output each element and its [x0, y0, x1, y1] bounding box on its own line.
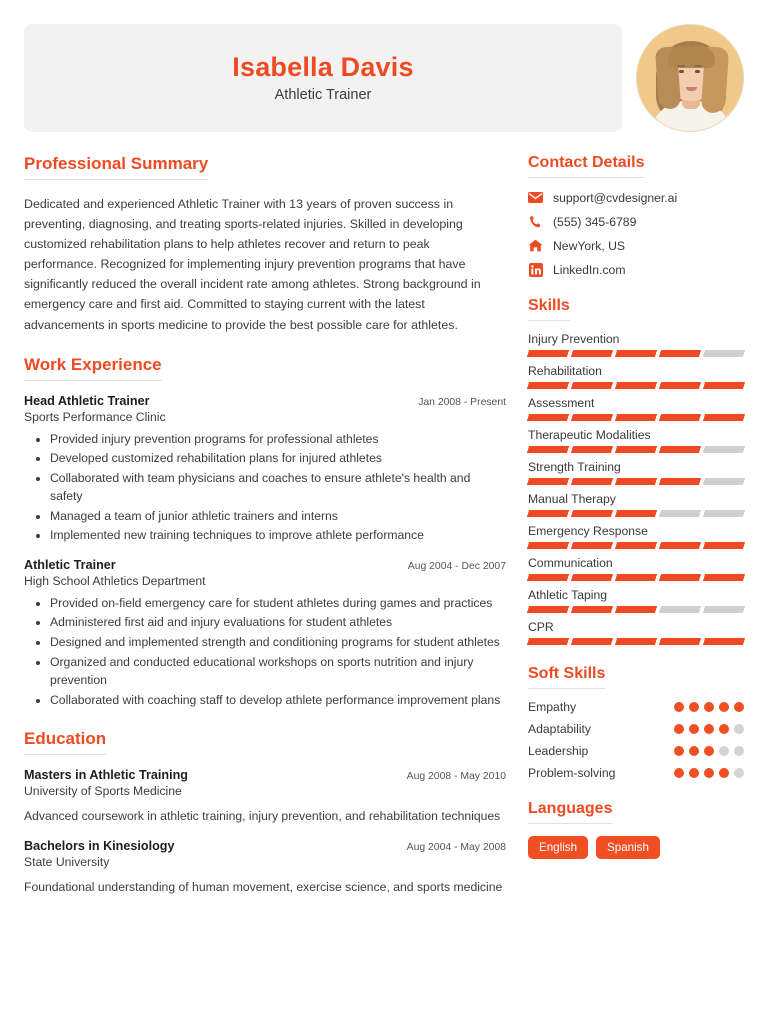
skill-level-bar — [528, 574, 744, 581]
language-pill: English — [528, 836, 588, 859]
skill-name: Strength Training — [528, 460, 621, 474]
skill-bar-segment — [703, 510, 745, 517]
section-work-experience — [24, 355, 506, 710]
skill-bar-segment — [571, 606, 613, 613]
skill-bar-segment — [703, 574, 745, 581]
section-heading-contact: Contact Details — [528, 154, 644, 178]
experience-entry — [24, 558, 506, 709]
rating-dot — [704, 702, 714, 712]
resume-body — [0, 154, 768, 897]
section-heading-soft-skills: Soft Skills — [528, 665, 605, 689]
experience-organization: Sports Performance Clinic — [24, 409, 166, 424]
section-heading-skills: Skills — [528, 297, 570, 321]
section-professional-summary — [24, 154, 506, 335]
education-entry — [24, 839, 506, 897]
summary-text: Dedicated and experienced Athletic Trainer with 13 years of proven success in preventing, diagnosing, and treating sports-related injuries. Skilled in developing customized rehabilitation plans to help athletes recover and return to peak performance. Recognized for implementing injury prevention programs that have significantly reduced the overall incident rate among athletes. Strong background in emergency care and first aid. Committed to staying current with the latest advancements in sports medicine to provide the best possible care for athletes. — [24, 197, 481, 332]
skill-bar-segment — [527, 478, 569, 485]
skill-bar-segment — [659, 574, 701, 581]
language-pill: Spanish — [596, 836, 660, 859]
profile-photo-icon — [636, 24, 744, 132]
education-degree: Bachelors in Kinesiology — [24, 839, 175, 854]
list-item: • Administered first aid and injury evaluations for student athletes — [50, 613, 506, 632]
skill-bar-segment — [659, 414, 701, 421]
skill-bar-segment — [615, 606, 657, 613]
rating-dot — [674, 724, 684, 734]
rating-dot — [704, 724, 714, 734]
education-institution: University of Sports Medicine — [24, 784, 182, 799]
soft-skill-row — [528, 722, 744, 736]
skill-bar-segment — [703, 638, 745, 645]
contact-item-location[interactable] — [528, 238, 744, 253]
skill-bar-segment — [527, 382, 569, 389]
skill-row — [528, 460, 744, 485]
list-item: • Collaborated with coaching staff to develop athlete performance improvement plans — [50, 691, 506, 710]
skill-level-bar — [528, 350, 744, 357]
skill-bar-segment — [527, 606, 569, 613]
skill-level-bar — [528, 382, 744, 389]
skill-bar-segment — [615, 446, 657, 453]
skill-bar-segment — [659, 542, 701, 549]
skill-level-bar — [528, 510, 744, 517]
skill-bar-segment — [571, 510, 613, 517]
list-item: • Developed customized rehabilitation plans for injured athletes — [50, 449, 506, 468]
skill-bar-segment — [703, 478, 745, 485]
education-degree: Masters in Athletic Training — [24, 768, 188, 783]
rating-dot — [674, 768, 684, 778]
education-description: Foundational understanding of human movement, exercise science, and sports medicine — [24, 880, 503, 895]
avatar — [636, 24, 744, 132]
experience-role: Athletic Trainer — [24, 557, 116, 572]
skill-bar-segment — [703, 414, 745, 421]
sidebar-column — [528, 154, 744, 897]
list-item: • Designed and implemented strength and conditioning programs for student athletes — [50, 633, 506, 652]
experience-organization: High School Athletics Department — [24, 573, 206, 588]
list-item: • Managed a team of junior athletic trainers and interns — [50, 507, 506, 526]
skill-level-bar — [528, 606, 744, 613]
skill-bar-segment — [659, 606, 701, 613]
skill-bar-segment — [615, 414, 657, 421]
experience-date: Jan 2008 - Present — [418, 396, 506, 408]
skill-name: Athletic Taping — [528, 588, 608, 602]
list-item: • Implemented new training techniques to improve athlete performance — [50, 526, 506, 545]
soft-skill-name: Leadership — [528, 744, 589, 758]
skill-name: Manual Therapy — [528, 492, 616, 506]
skill-bar-segment — [659, 478, 701, 485]
education-date: Aug 2004 - May 2008 — [406, 842, 506, 854]
skill-bar-segment — [571, 574, 613, 581]
soft-skill-row — [528, 766, 744, 780]
skill-bar-segment — [703, 350, 745, 357]
skill-row — [528, 396, 744, 421]
main-column — [24, 154, 506, 897]
skill-bar-segment — [615, 478, 657, 485]
skill-bar-segment — [703, 382, 745, 389]
contact-value: support@cvdesigner.ai — [553, 190, 678, 205]
skill-level-bar — [528, 478, 744, 485]
rating-dot — [734, 768, 744, 778]
rating-dot — [719, 702, 729, 712]
section-skills — [528, 297, 744, 645]
section-heading-experience: Work Experience — [24, 355, 162, 381]
section-contact-details — [528, 154, 744, 277]
skill-bar-segment — [527, 510, 569, 517]
section-heading-education: Education — [24, 729, 106, 755]
skill-bar-segment — [571, 350, 613, 357]
rating-dot — [674, 746, 684, 756]
rating-dot — [719, 746, 729, 756]
soft-skill-rating — [674, 724, 744, 734]
rating-dot — [704, 746, 714, 756]
rating-dot — [674, 702, 684, 712]
section-education — [24, 729, 506, 897]
skill-bar-segment — [527, 446, 569, 453]
skill-bar-segment — [615, 382, 657, 389]
rating-dot — [689, 768, 699, 778]
rating-dot — [719, 724, 729, 734]
list-item: • Provided on-field emergency care for student athletes during games and practices — [50, 594, 506, 613]
contact-value: NewYork, US — [553, 238, 626, 253]
education-entry — [24, 768, 506, 826]
skill-bar-segment — [571, 542, 613, 549]
section-languages — [528, 800, 744, 859]
skill-bar-segment — [659, 350, 701, 357]
skill-bar-segment — [615, 510, 657, 517]
experience-role: Head Athletic Trainer — [24, 393, 150, 408]
skill-bar-segment — [615, 638, 657, 645]
home-icon — [528, 238, 543, 253]
skill-name: Emergency Response — [528, 524, 648, 538]
soft-skill-name: Empathy — [528, 700, 577, 714]
list-item: • Organized and conducted educational workshops on sports nutrition and injury prevention — [50, 653, 506, 690]
skill-bar-segment — [571, 414, 613, 421]
skill-level-bar — [528, 446, 744, 453]
list-item: • Collaborated with team physicians and coaches to ensure athlete's health and safety — [50, 469, 506, 506]
rating-dot — [734, 724, 744, 734]
skill-row — [528, 332, 744, 357]
skill-bar-segment — [703, 542, 745, 549]
skill-bar-segment — [571, 638, 613, 645]
skill-bar-segment — [659, 510, 701, 517]
skill-name: Communication — [528, 556, 613, 570]
section-heading-summary: Professional Summary — [24, 154, 208, 180]
contact-value: LinkedIn.com — [553, 262, 626, 277]
section-soft-skills — [528, 665, 744, 780]
skill-bar-segment — [615, 350, 657, 357]
skill-level-bar — [528, 414, 744, 421]
education-description: Advanced coursework in athletic training, injury prevention, and rehabilitation techniques — [24, 809, 501, 824]
section-heading-languages: Languages — [528, 800, 612, 824]
contact-list — [528, 190, 744, 277]
skill-name: Therapeutic Modalities — [528, 428, 651, 442]
experience-bullets — [24, 594, 506, 709]
rating-dot — [719, 768, 729, 778]
skill-row — [528, 556, 744, 581]
skill-level-bar — [528, 542, 744, 549]
soft-skill-row — [528, 700, 744, 714]
rating-dot — [704, 768, 714, 778]
rating-dot — [734, 746, 744, 756]
skills-list — [528, 332, 744, 645]
education-institution: State University — [24, 855, 110, 870]
skill-bar-segment — [659, 446, 701, 453]
skill-name: CPR — [528, 620, 554, 634]
skill-bar-segment — [615, 574, 657, 581]
soft-skills-list — [528, 700, 744, 780]
skill-bar-segment — [527, 638, 569, 645]
skill-row — [528, 364, 744, 389]
skill-bar-segment — [527, 414, 569, 421]
linkedin-icon — [528, 262, 543, 277]
experience-date: Aug 2004 - Dec 2007 — [407, 560, 506, 572]
contact-value: (555) 345-6789 — [553, 214, 637, 229]
rating-dot — [689, 746, 699, 756]
soft-skill-rating — [674, 746, 744, 756]
contact-item-linkedin[interactable] — [528, 262, 744, 277]
skill-name: Assessment — [528, 396, 595, 410]
skill-bar-segment — [571, 446, 613, 453]
contact-item-email[interactable] — [528, 190, 744, 205]
skill-bar-segment — [659, 638, 701, 645]
skill-bar-segment — [571, 382, 613, 389]
skill-bar-segment — [527, 574, 569, 581]
rating-dot — [734, 702, 744, 712]
skill-row — [528, 620, 744, 645]
envelope-icon — [528, 190, 543, 205]
rating-dot — [689, 702, 699, 712]
skill-bar-segment — [703, 446, 745, 453]
languages-list — [528, 836, 744, 859]
skill-row — [528, 492, 744, 517]
skill-bar-segment — [527, 542, 569, 549]
skill-bar-segment — [615, 542, 657, 549]
contact-item-phone[interactable] — [528, 214, 744, 229]
soft-skill-row — [528, 744, 744, 758]
soft-skill-name: Problem-solving — [528, 766, 616, 780]
page-title: Isabella Davis — [232, 52, 414, 83]
soft-skill-name: Adaptability — [528, 722, 592, 736]
experience-bullets — [24, 430, 506, 545]
skill-bar-segment — [571, 478, 613, 485]
skill-bar-segment — [703, 606, 745, 613]
skill-name: Rehabilitation — [528, 364, 602, 378]
skill-name: Injury Prevention — [528, 332, 620, 346]
resume-header — [0, 0, 768, 132]
skill-row — [528, 588, 744, 613]
skill-row — [528, 524, 744, 549]
education-date: Aug 2008 - May 2010 — [406, 771, 506, 783]
job-title: Athletic Trainer — [274, 86, 372, 103]
experience-entry — [24, 394, 506, 545]
soft-skill-rating — [674, 702, 744, 712]
rating-dot — [689, 724, 699, 734]
phone-icon — [528, 214, 543, 229]
skill-bar-segment — [527, 350, 569, 357]
skill-level-bar — [528, 638, 744, 645]
skill-bar-segment — [659, 382, 701, 389]
name-banner — [24, 24, 622, 132]
skill-row — [528, 428, 744, 453]
list-item: • Provided injury prevention programs for professional athletes — [50, 430, 506, 449]
soft-skill-rating — [674, 768, 744, 778]
